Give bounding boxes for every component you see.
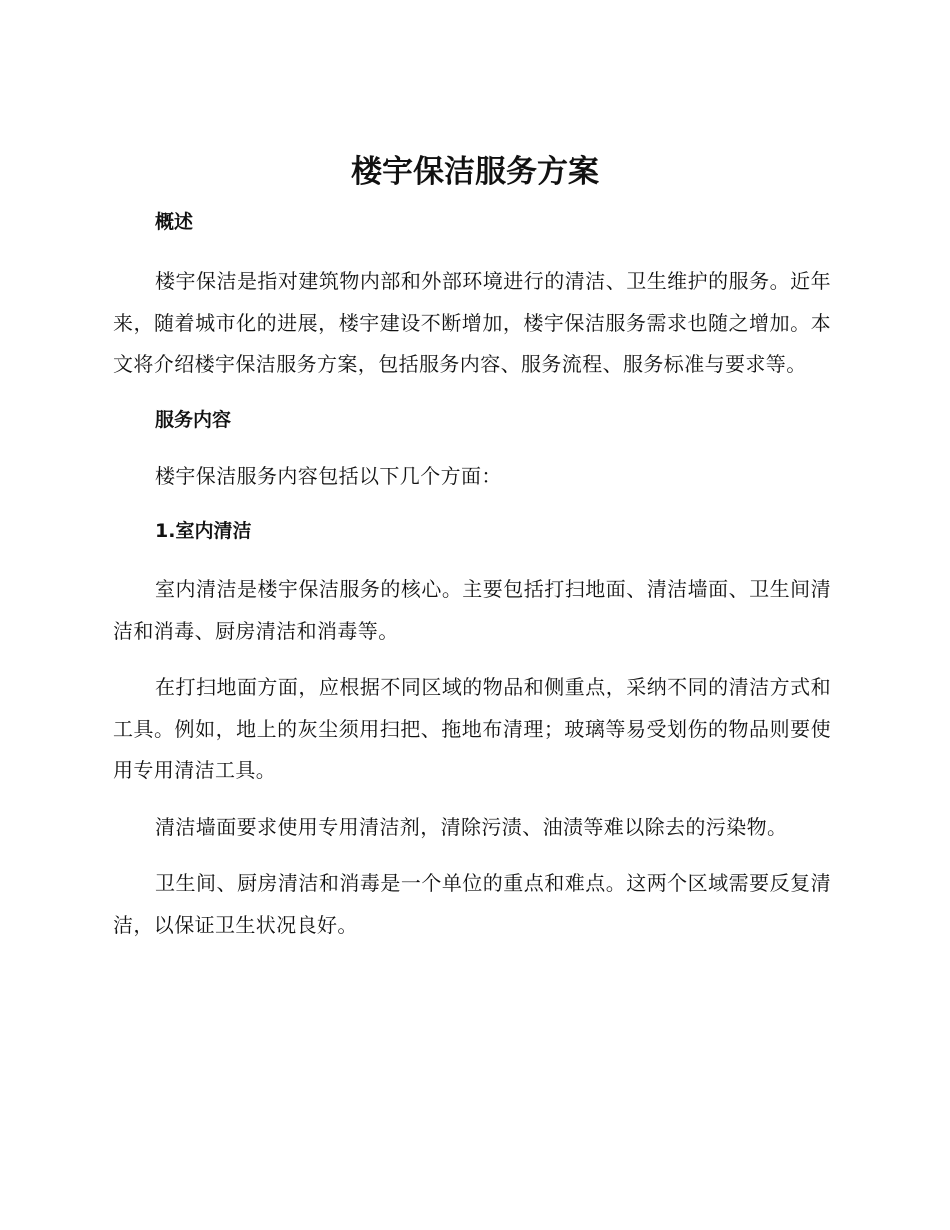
paragraph-wall-cleaning: 清洁墙面要求使用专用清洁剂，清除污渍、油渍等难以除去的污染物。 — [155, 814, 788, 839]
paragraph-floor-cleaning: 在打扫地面方面，应根据不同区域的物品和侧重点，采纳不同的清洁方式和工具。例如，地上的灰尘须用扫把、拖地布清理；玻璃等易受划伤的物品则要使用专用清洁工具。 — [113, 675, 831, 782]
document-body — [113, 200, 831, 946]
section-heading-service-content: 服务内容 — [155, 408, 232, 431]
document-title: 楼宇保洁服务方案 — [351, 154, 599, 190]
paragraph-bathroom-kitchen: 卫生间、厨房清洁和消毒是一个单位的重点和难点。这两个区域需要反复清洁，以保证卫生状况良好。 — [113, 871, 831, 937]
section-heading-indoor-cleaning: 1.室内清洁 — [155, 520, 252, 542]
paragraph-overview: 楼宇保洁是指对建筑物内部和外部环境进行的清洁、卫生维护的服务。近年来，随着城市化的进展，楼宇建设不断增加，楼宇保洁服务需求也随之增加。本文将介绍楼宇保洁服务方案，包括服务内容、服务流程、服务标准与要求等。 — [113, 269, 831, 376]
paragraph-service-content-intro: 楼宇保洁服务内容包括以下几个方面： — [155, 463, 502, 488]
section-heading-overview: 概述 — [155, 211, 194, 233]
paragraph-indoor-cleaning-core: 室内清洁是楼宇保洁服务的核心。主要包括打扫地面、清洁墙面、卫生间清洁和消毒、厨房清洁和消毒等。 — [113, 577, 831, 643]
